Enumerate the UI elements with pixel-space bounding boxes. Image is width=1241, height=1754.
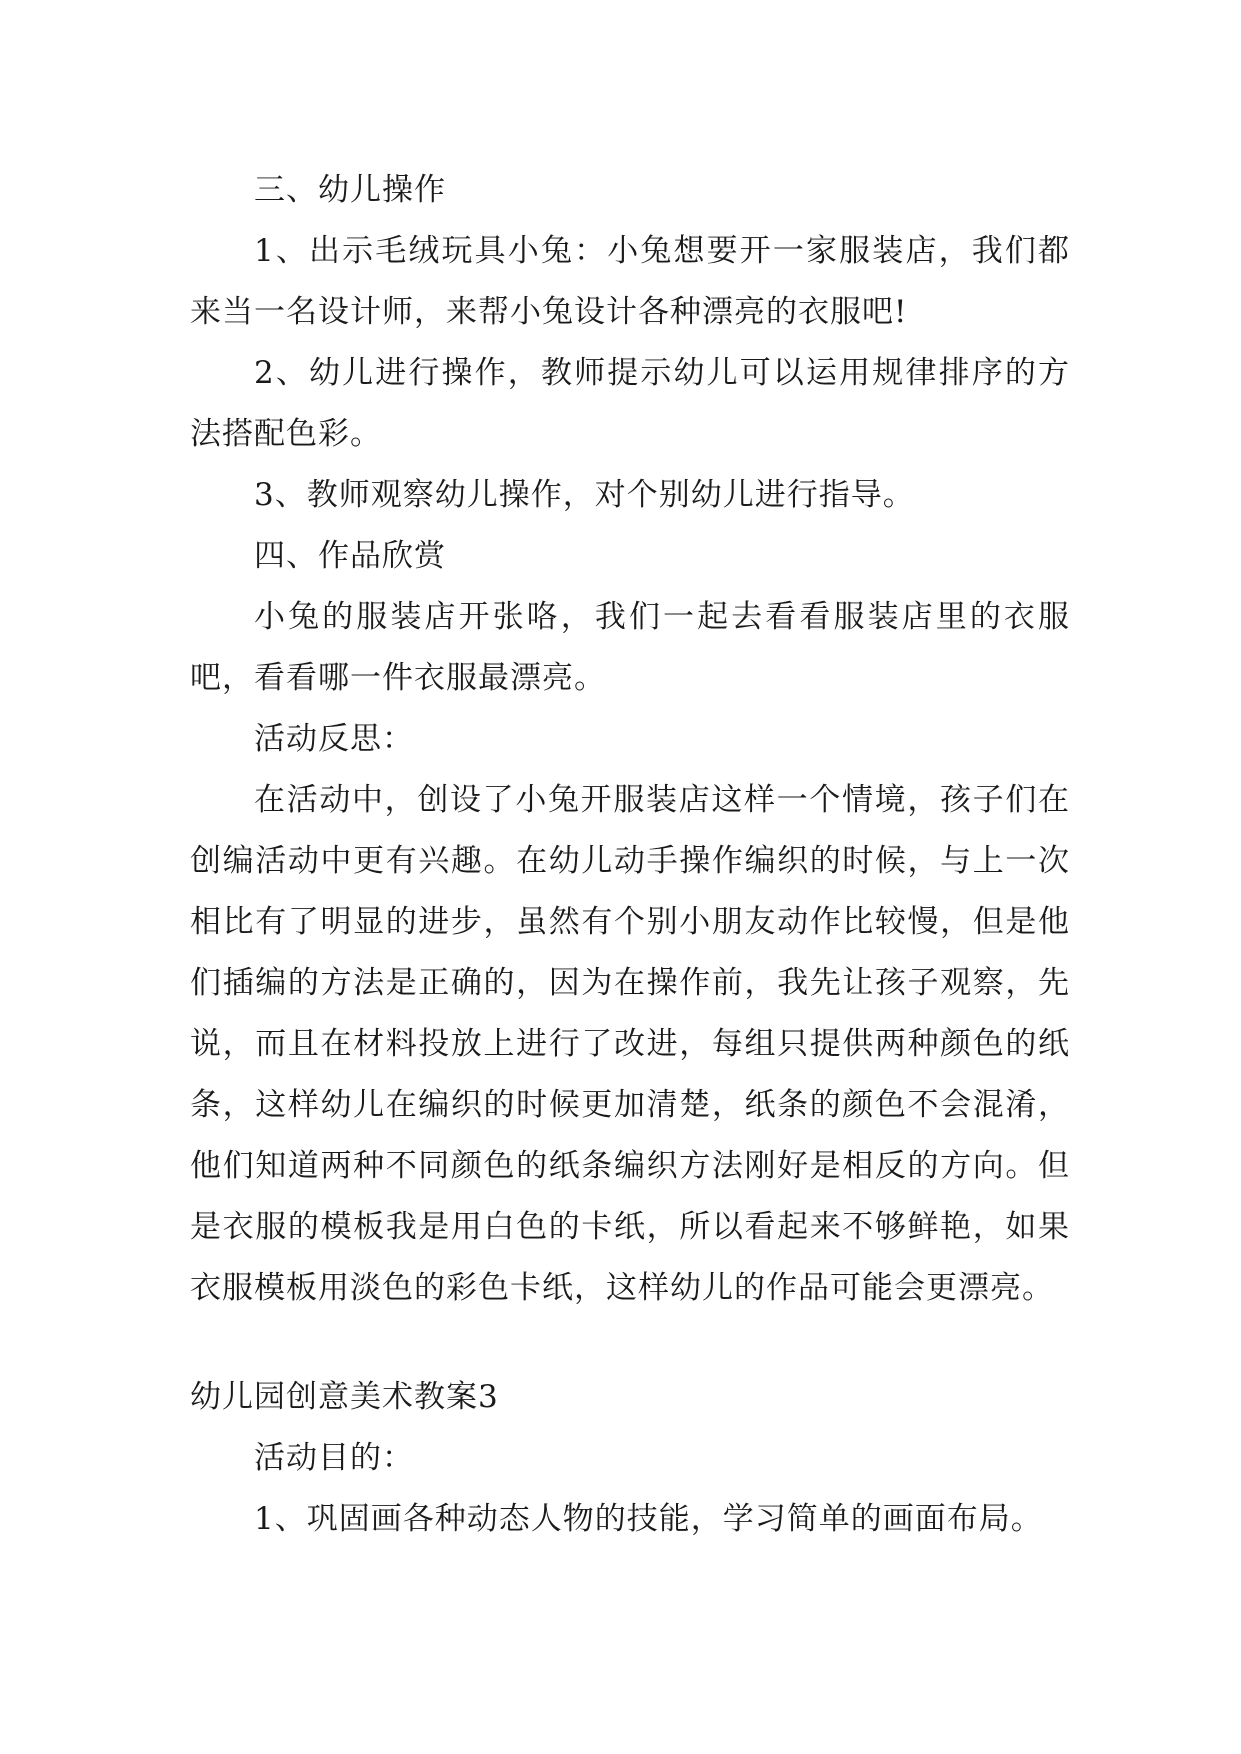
- paragraph-step-2: 2、幼儿进行操作，教师提示幼儿可以运用规律排序的方法搭配色彩。: [190, 355, 1070, 452]
- paragraph-step-1: 1、出示毛绒玩具小兔：小兔想要开一家服装店，我们都来当一名设计师，来帮小兔设计各种漂亮的衣服吧!: [190, 233, 1070, 330]
- paragraph-heading-appreciation: 四、作品欣赏: [254, 538, 446, 574]
- paragraph-step-3: 3、教师观察幼儿操作，对个别幼儿进行指导。: [254, 477, 915, 513]
- paragraph-heading-goals: 活动目的：: [254, 1440, 414, 1476]
- document-body: [190, 160, 1070, 1550]
- paragraph-appreciation: 小兔的服装店开张咯，我们一起去看看服装店里的衣服吧，看看哪一件衣服最漂亮。: [190, 599, 1070, 696]
- paragraph-heading-reflection: 活动反思：: [254, 721, 414, 757]
- paragraph-goal-1: 1、巩固画各种动态人物的技能，学习简单的画面布局。: [254, 1501, 1043, 1537]
- paragraph-reflection: 在活动中，创设了小兔开服装店这样一个情境，孩子们在创编活动中更有兴趣。在幼儿动手操作编织的时候，与上一次相比有了明显的进步，虽然有个别小朋友动作比较慢，但是他们插编的方法是正确的，因为在操作前，我先让孩子观察，先说，而且在材料投放上进行了改进，每组只提供两种颜色的纸条，这样幼儿在编织的时候更加清楚，纸条的颜色不会混淆，他们知道两种不同颜色的纸条编织方法刚好是相反的方向。但是衣服的模板我是用白色的卡纸，所以看起来不够鲜艳，如果衣服模板用淡色的彩色卡纸，这样幼儿的作品可能会更漂亮。: [190, 782, 1070, 1306]
- paragraph-heading-operation: 三、幼儿操作: [254, 172, 446, 208]
- section-spacer: [190, 1319, 1070, 1367]
- section-title: 幼儿园创意美术教案3: [190, 1379, 499, 1415]
